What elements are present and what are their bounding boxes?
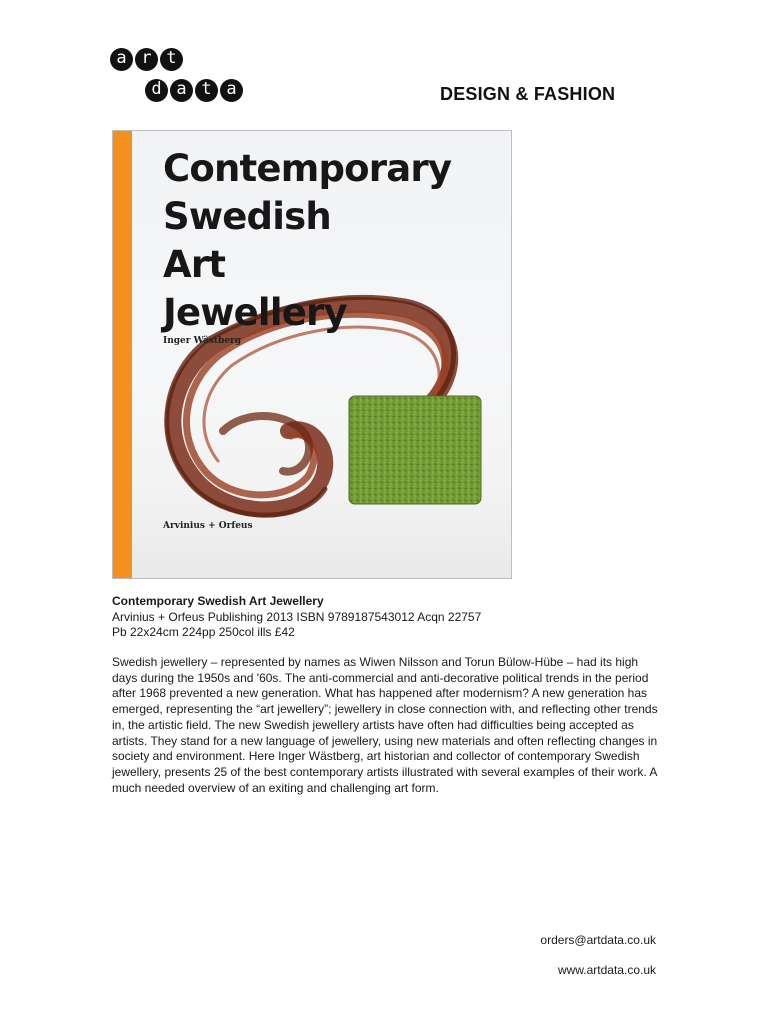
logo-letter: a (110, 48, 133, 71)
book-publishing-info: Arvinius + Orfeus Publishing 2013 ISBN 9789187543012 Acqn 22757 (112, 609, 482, 624)
contact-website[interactable]: www.artdata.co.uk (557, 963, 656, 977)
logo-letter: d (145, 79, 168, 102)
artdata-logo (110, 46, 260, 106)
cover-title-line: Jewellery (163, 291, 347, 334)
logo-letter: t (160, 48, 183, 71)
book-description: Swedish jewellery – represented by names as Wiwen Nilsson and Torun Bülow-Hübe – had its high days during the 1950s and '60s. The anti-commercial and anti-decorative political trends in the period after 1968 prevented a new generation. What has happened after modernism? A new generation has emerged, representing the “art jewellery”; jewellery in close connection with, and reflecting other trends in, the artistic field. The new Swedish jewellery artists have often had difficulties being accepted as artists. They stand for a new language of jewellery, using new materials and often reflecting changes in society and environment. Here Inger Wästberg, art historian and collector of contemporary Swedish jewellery, presents 25 of the best contemporary artists illustrated with several examples of their work. A much needed overview of an exiting and challenging art form. (112, 655, 658, 795)
logo-letter: a (170, 79, 193, 102)
cover-title-line: Swedish (163, 195, 331, 238)
book-details (112, 594, 481, 641)
category-heading: DESIGN & FASHION (440, 84, 616, 104)
logo-letter: t (195, 79, 218, 102)
cover-title-line: Contemporary (163, 147, 452, 190)
book-cover-image (112, 130, 512, 579)
contact-email[interactable]: orders@artdata.co.uk (540, 933, 656, 947)
cover-title (163, 145, 451, 337)
cover-author: Inger Wästberg (163, 336, 242, 346)
book-title: Contemporary Swedish Art Jewellery (112, 594, 324, 608)
cover-title-line: Art (163, 243, 226, 286)
green-block (349, 396, 481, 504)
logo-letter: r (135, 48, 158, 71)
book-format-price: Pb 22x24cm 224pp 250col ills £42 (112, 625, 295, 639)
cover-publisher: Arvinius + Orfeus (163, 521, 253, 531)
logo-letter: a (220, 79, 243, 102)
